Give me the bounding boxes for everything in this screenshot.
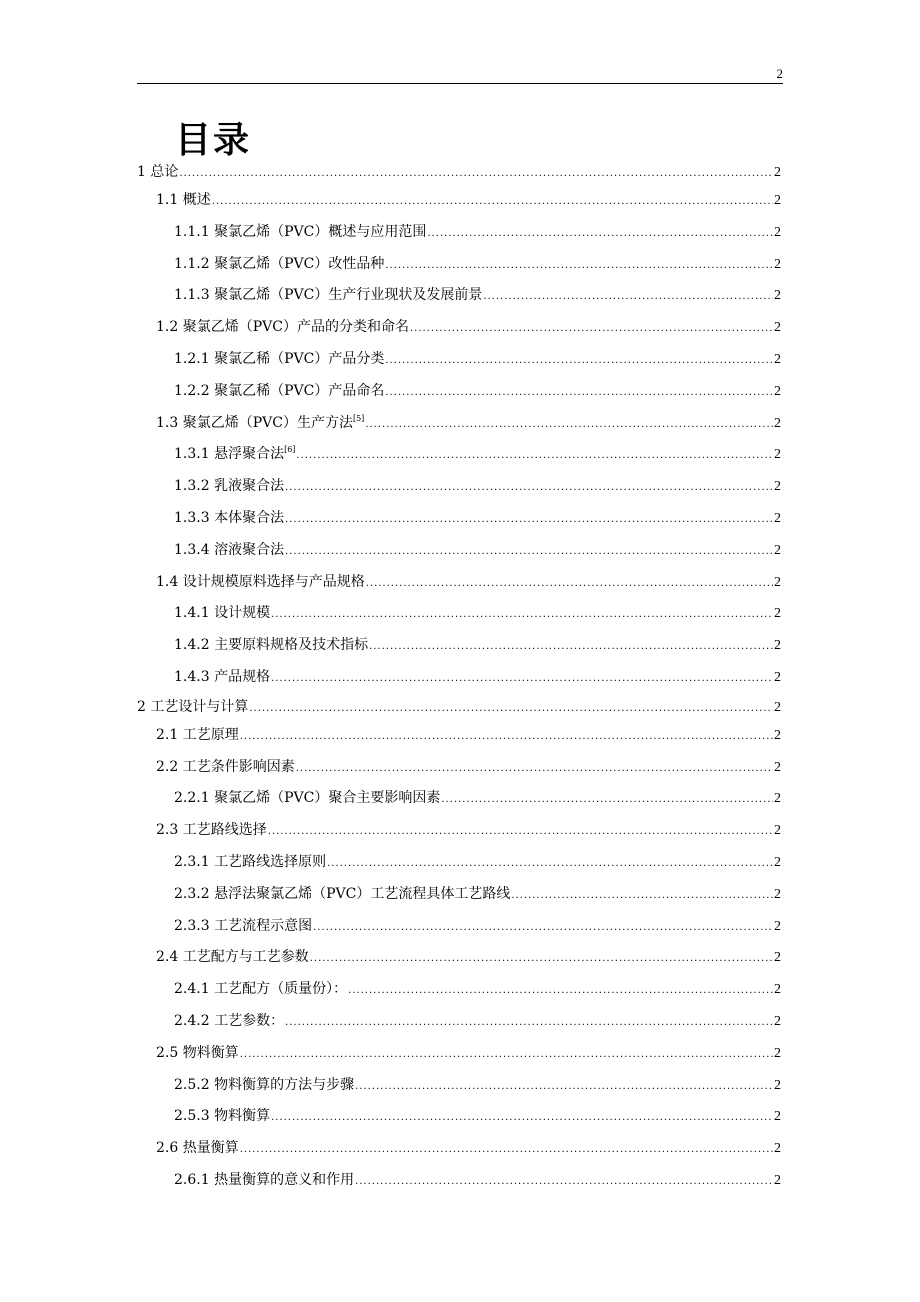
toc-entry-page: 2 [774, 791, 781, 807]
toc-entry-text: 1.2 聚氯乙烯（PVC）产品的分类和命名 [156, 319, 409, 336]
toc-entry-page: 2 [774, 383, 781, 399]
toc-entry-page: 2 [774, 950, 781, 966]
toc-entry-page: 2 [774, 669, 781, 685]
dot-leader [240, 1134, 773, 1166]
toc-entry-label [174, 879, 510, 911]
dot-leader [271, 1102, 773, 1134]
toc-entry[interactable] [137, 567, 781, 599]
toc-entry[interactable] [137, 598, 781, 630]
toc-entry-page: 2 [774, 193, 781, 208]
dot-leader [385, 250, 773, 282]
dot-leader [385, 377, 773, 409]
toc-entry-label [174, 598, 270, 630]
toc-entry[interactable] [137, 1165, 781, 1197]
toc-entry[interactable] [137, 847, 781, 879]
toc-entry-text: 2.3.1 工艺路线选择原则 [174, 853, 327, 870]
toc-entry-text: 2.2.1 聚氯乙烯（PVC）聚合主要影响因素 [174, 790, 441, 807]
toc-entry-page: 2 [774, 320, 781, 336]
toc-entry-text: 1.4.3 产品规格 [174, 668, 271, 685]
toc-entry-page: 2 [774, 256, 781, 272]
toc-entry-text: 1.4 设计规模原料选择与产品规格 [156, 573, 365, 590]
toc-entry-text: 1.3 聚氯乙烯（PVC）生产方法 [156, 414, 353, 431]
toc-entry-page: 2 [774, 759, 781, 775]
toc-entry-text: 1.3.1 悬浮聚合法 [174, 446, 285, 463]
toc-entry-text: 2.2 工艺条件影响因素 [156, 758, 295, 775]
dot-leader [240, 1039, 773, 1071]
toc-entry-label [174, 662, 270, 694]
toc-entry-label [174, 471, 284, 503]
toc-entry[interactable] [137, 752, 781, 784]
toc-entry-page: 2 [774, 165, 781, 180]
toc-entry-text: 2.3 工艺路线选择 [156, 822, 267, 839]
toc-entry[interactable] [137, 471, 781, 503]
toc-entry-page: 2 [774, 982, 781, 998]
toc-entry[interactable] [137, 376, 781, 408]
toc-entry-text: 2.1 工艺原理 [156, 726, 239, 743]
dot-leader [285, 472, 773, 504]
toc-entry-text: 1 总论 [137, 164, 179, 180]
toc-entry-page: 2 [774, 918, 781, 934]
toc-entry-label [156, 567, 365, 599]
toc-entry-label [156, 312, 409, 344]
toc-entry-label [174, 630, 368, 662]
toc-entry-text: 2.5.2 物料衡算的方法与步骤 [174, 1076, 355, 1093]
toc-entry-label [174, 249, 384, 281]
dot-leader [511, 880, 773, 912]
toc-entry-label [174, 439, 295, 471]
toc-entry[interactable] [137, 503, 781, 535]
toc-entry-page: 2 [774, 886, 781, 902]
toc-title: 目录 [175, 120, 252, 161]
toc-entry-label [137, 159, 178, 185]
dot-leader [240, 721, 773, 753]
toc-entry-label [174, 847, 326, 879]
toc-entry[interactable] [137, 185, 781, 217]
toc-entry-label [156, 185, 211, 217]
dot-leader [268, 816, 773, 848]
toc-entry-page: 2 [774, 415, 781, 431]
toc-entry-page: 2 [774, 288, 781, 304]
toc-entry-text: 1.1.1 聚氯乙烯（PVC）概述与应用范围 [174, 223, 427, 240]
dot-leader [285, 504, 773, 536]
toc-entry[interactable] [137, 535, 781, 567]
dot-leader [369, 631, 773, 663]
dot-leader [427, 218, 773, 250]
toc-entry-label [137, 694, 248, 720]
toc-entry[interactable] [137, 159, 781, 185]
toc-entry-label [156, 1133, 239, 1165]
toc-entry-text: 1.4.1 设计规模 [174, 605, 271, 622]
toc-entry-text: 2.4.1 工艺配方（质量份）： [174, 981, 348, 998]
dot-leader [249, 696, 773, 722]
toc-entry-text: 2.5.3 物料衡算 [174, 1108, 271, 1125]
toc-entry-text: 2.4.2 工艺参数： [174, 1012, 285, 1029]
dot-leader [365, 409, 773, 441]
toc-entry[interactable] [137, 974, 781, 1006]
toc-entry-label [174, 217, 426, 249]
toc-entry-page: 2 [774, 1045, 781, 1061]
citation-ref: [5] [352, 413, 365, 423]
dot-leader [483, 281, 773, 313]
toc-entry[interactable] [137, 280, 781, 312]
toc-entry[interactable] [137, 408, 781, 440]
toc-entry-page: 2 [774, 510, 781, 526]
toc-entry-text: 1.2.2 聚氯乙稀（PVC）产品命名 [174, 382, 385, 399]
toc-entry-page: 2 [774, 1077, 781, 1093]
toc-entry-text: 1.1.3 聚氯乙烯（PVC）生产行业现状及发展前景 [174, 287, 483, 304]
toc-entry-label [174, 280, 482, 312]
toc-entry[interactable] [137, 217, 781, 249]
toc-entry-text: 1.3.2 乳液聚合法 [174, 478, 285, 495]
toc-entry-text: 1.1.2 聚氯乙烯（PVC）改性品种 [174, 255, 385, 272]
toc-entry-text: 1.3.3 本体聚合法 [174, 509, 285, 526]
dot-leader [355, 1071, 773, 1103]
toc-entry[interactable] [137, 630, 781, 662]
toc-entry[interactable] [137, 1101, 781, 1133]
toc-entry-text: 1.1 概述 [156, 192, 211, 208]
toc-entry-label [174, 1006, 284, 1038]
dot-leader [327, 848, 773, 880]
toc-entry[interactable] [137, 1006, 781, 1038]
dot-leader [212, 186, 773, 218]
toc-entry-page: 2 [774, 479, 781, 495]
toc-entry[interactable] [137, 1133, 781, 1165]
toc-entry-text: 1.3.4 溶液聚合法 [174, 541, 285, 558]
toc-entry-page: 2 [774, 699, 781, 715]
toc-entry[interactable] [137, 1038, 781, 1070]
toc-entry[interactable] [137, 879, 781, 911]
toc-entry-page: 2 [774, 727, 781, 743]
dot-leader [285, 536, 773, 568]
toc-entry-label [174, 1070, 354, 1102]
toc-entry-page: 2 [774, 1172, 781, 1188]
toc-entry[interactable] [137, 662, 781, 694]
toc-entry-text: 2.3.2 悬浮法聚氯乙烯（PVC）工艺流程具体工艺路线 [174, 885, 511, 902]
header-rule [137, 83, 783, 84]
toc-entry-label [156, 942, 309, 974]
dot-leader [310, 943, 773, 975]
dot-leader [285, 1007, 773, 1039]
toc-entry-text: 2 工艺设计与计算 [137, 698, 249, 715]
dot-leader [410, 313, 773, 345]
toc-entry-page: 2 [774, 854, 781, 870]
toc-entry-label [156, 408, 364, 440]
toc-entry-label [174, 344, 384, 376]
toc-entry-label [174, 974, 347, 1006]
toc-entry[interactable] [137, 312, 781, 344]
toc-entry-text: 2.6.1 热量衡算的意义和作用 [174, 1171, 355, 1188]
dot-leader [385, 345, 773, 377]
toc-entry-label [174, 783, 440, 815]
toc-entry[interactable] [137, 783, 781, 815]
dot-leader [271, 663, 773, 695]
citation-ref: [6] [284, 445, 296, 455]
toc-entry-label [156, 752, 295, 784]
toc-entry-page: 2 [774, 1013, 781, 1029]
toc-entry[interactable] [137, 344, 781, 376]
toc-entry-label [156, 720, 239, 752]
toc-entry[interactable] [137, 815, 781, 847]
toc-entry-text: 2.5 物料衡算 [156, 1044, 239, 1061]
toc-entry-page: 2 [774, 351, 781, 367]
dot-leader [355, 1166, 773, 1198]
toc-entry-text: 1.2.1 聚氯乙稀（PVC）产品分类 [174, 350, 385, 367]
toc-entry[interactable] [137, 942, 781, 974]
toc-entry[interactable] [137, 720, 781, 752]
toc-entry-text: 2.6 热量衡算 [156, 1140, 239, 1157]
toc-entry[interactable] [137, 694, 781, 720]
toc-entry-page: 2 [774, 606, 781, 622]
dot-leader [271, 599, 773, 631]
toc-entry-label [174, 503, 284, 535]
table-of-contents [137, 159, 781, 1197]
toc-entry-text: 1.4.2 主要原料规格及技术指标 [174, 637, 369, 654]
toc-entry-page: 2 [774, 574, 781, 590]
toc-entry-label [174, 535, 284, 567]
toc-entry-page: 2 [774, 1141, 781, 1157]
toc-entry-label [174, 911, 312, 943]
toc-entry-label [156, 1038, 239, 1070]
dot-leader [313, 912, 773, 944]
dot-leader [179, 161, 773, 187]
dot-leader [441, 784, 773, 816]
toc-entry[interactable] [137, 249, 781, 281]
toc-entry-label [174, 376, 384, 408]
toc-entry-label [174, 1165, 354, 1197]
toc-entry-page: 2 [774, 542, 781, 558]
toc-entry-label [174, 1101, 270, 1133]
dot-leader [296, 440, 773, 472]
dot-leader [296, 753, 773, 785]
toc-entry-page: 2 [774, 447, 781, 463]
toc-entry-text: 2.4 工艺配方与工艺参数 [156, 949, 309, 966]
toc-entry[interactable] [137, 911, 781, 943]
page-number: 2 [776, 66, 783, 81]
toc-entry-page: 2 [774, 638, 781, 654]
toc-entry-text: 2.3.3 工艺流程示意图 [174, 917, 313, 934]
toc-entry-page: 2 [774, 823, 781, 839]
toc-entry[interactable] [137, 439, 781, 471]
toc-entry-page: 2 [774, 1109, 781, 1125]
dot-leader [348, 975, 773, 1007]
dot-leader [366, 568, 773, 600]
toc-entry-label [156, 815, 267, 847]
toc-entry-page: 2 [774, 224, 781, 240]
toc-entry[interactable] [137, 1070, 781, 1102]
